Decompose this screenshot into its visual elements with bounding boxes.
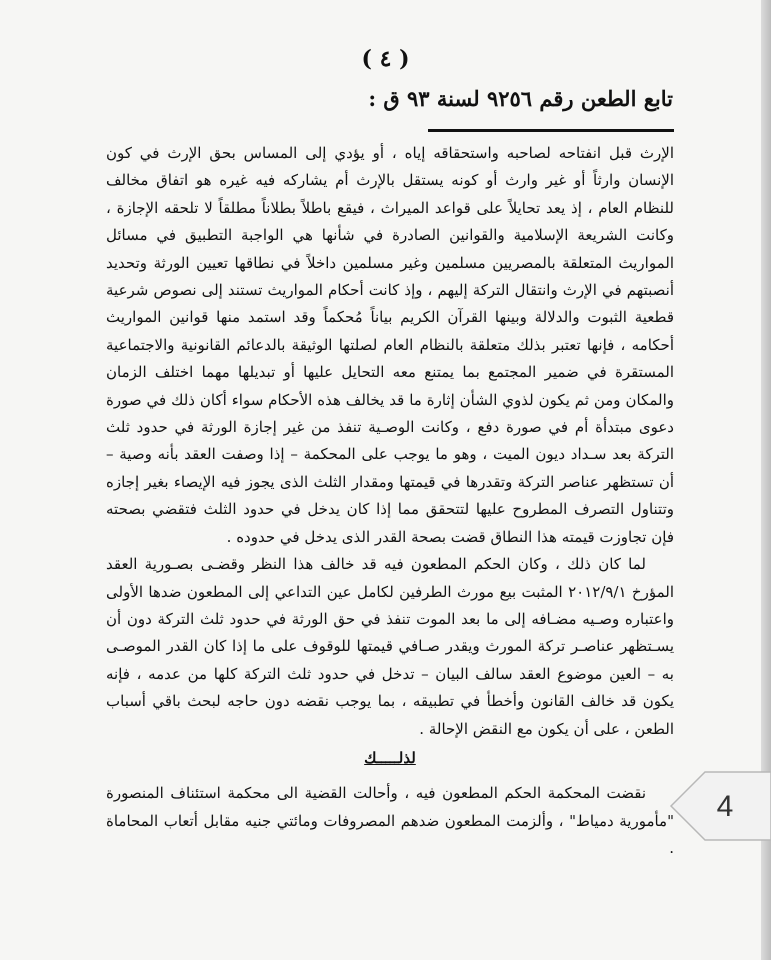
paragraph-conclusion: لما كان ذلك ، وكان الحكم المطعون فيه قد خالف هذا النظر وقضـى بصـورية العقد المؤرخ ٢٠١٢/٩/١ المثبت بيع مورث الطرفين لكامل عين التداعي إلى المطعون ضدها الأولى واعتباره وصـيه مضـافه إلى ما بعد الموت تنفذ في حق الورثة في حدود ثلث التركة دون أن يسـتظهر عناصـر تركة المورث ويقدر صـافي قيمتها للوقوف على ما إذا كان القدر الموصـى به – العين موضوع العقد سالف البيان – تدخل في حدود ثلث التركة كلها من عدمه ، فإنه يكون قد خالف القانون وأخطأ في تطبيقه ، بما يوجب نقضه دون حاجه لبحث باقي أسباب الطعن ، على أن يكون مع النقض الإحالة . <box>106 555 675 738</box>
paragraph-ruling: نقضت المحكمة الحكم المطعون فيه ، وأحالت القضية الى محكمة استئناف المنصورة "مأمورية دمياط" ، وألزمت المطعون ضدهم المصروفات ومائتي جنيه مقابل أتعاب المحاماة . <box>106 784 674 858</box>
page-number-top: ( ٤ ) <box>361 46 410 72</box>
section-heading: لذلـــــك <box>364 748 416 767</box>
corner-page-number: 4 <box>716 790 734 823</box>
header-underline <box>428 129 674 132</box>
document-body <box>106 140 674 863</box>
paragraph-reasoning: الإرث قبل انفتاحه لصاحبه واستحقاقه إياه ، أو يؤدي إلى المساس بحق الإرث في كون الإنسان وارثاً أو غير وارث أو كونه يستقل بالإرث أم يشاركه فيه غيره هو اتفاق مخالف للنظام العام ، إذ يعد تحايلاً على قواعد الميراث ، فيقع باطلاً بطلاناً مطلقاً لا تلحقه الإجازة ، وكانت الشريعة الإسلامية والقوانين الصادرة في شأنها هي الواجبة التطبيق في مسائل المواريث المتعلقة بالمصريين مسلمين وغير مسلمين داخلاً في نطاقها تعيين الورثة وتحديد أنصبتهم في الإرث وانتقال التركة إليهم ، وإذ كانت أحكام المواريث تستند إلى نصوص شرعية قطعية الثبوت والدلالة وبينها القرآن الكريم بياناً مُحكماً وقد استمد منها قوانين المواريث أحكامه ، فإنها تعتبر بذلك متعلقة بالنظام العام لصلتها الوثيقة بالدعائم القانونية والاجتماعية المستقرة في ضمير المجتمع بما يمتنع معه التحايل عليها أو تبديلها مهما اختلف الزمان والمكان ومن ثم يكون لذوي الشأن إثارة ما قد يخالف هذه الأحكام سواء أكان ذلك في صورة دعوى مبتدأة أم في صورة دفع ، وكانت الوصـية تنفذ من غير إجازة الورثة في حدود ثلث التركة بعد سـداد ديون الميت ، وهو ما يوجب على المحكمة – إذا وصفت العقد بأنه وصية – أن تستظهر عناصر التركة وتقدرها في قيمتها ومقدار الثلث الذى يجوز فيه الإيصاء بغير إجازه وتتناول التصرف المطروح عليها لتتحقق مما إذا كان يدخل في حدود الثلث فتقضي بصحته فإن تجاوزت قيمته هذا النطاق قضت بصحة القدر الذى يدخل في حدوده . <box>106 144 674 546</box>
case-header: تابع الطعن رقم ٩٢٥٦ لسنة ٩٣ ق : <box>368 86 673 111</box>
